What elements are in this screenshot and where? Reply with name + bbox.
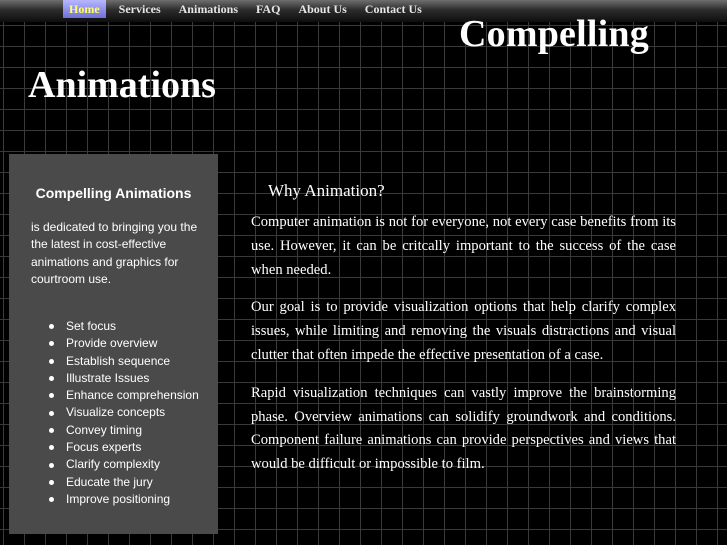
bullet-icon bbox=[49, 376, 54, 381]
list-item: Clarify complexity bbox=[47, 456, 199, 473]
bullet-icon bbox=[49, 463, 54, 468]
bullet-icon bbox=[49, 445, 54, 450]
paragraph: Rapid visualization techniques can vastly improve the brainstorming phase. Overview animations can solidify groundwork and conditions. Component failure animations can provide perspectives and views that would be difficult or impossible to film. bbox=[251, 384, 676, 473]
bullet-icon bbox=[49, 428, 54, 433]
main-nav bbox=[63, 0, 440, 20]
sidebar-description: is dedicated to bringing you the the latest in cost-effective animations and graphics for courtroom use. bbox=[31, 220, 198, 286]
site-title-line1: Compelling bbox=[459, 13, 649, 55]
nav-home-link[interactable]: Home bbox=[63, 0, 106, 18]
main-content bbox=[251, 211, 676, 491]
list-item: Educate the jury bbox=[47, 474, 199, 491]
sidebar-title: Compelling Animations bbox=[35, 185, 192, 201]
list-item: Enhance comprehension bbox=[47, 387, 199, 404]
benefits-list bbox=[47, 318, 199, 508]
bullet-icon bbox=[49, 480, 54, 485]
bullet-icon bbox=[49, 324, 54, 329]
bullet-icon bbox=[49, 393, 54, 398]
list-item: Improve positioning bbox=[47, 491, 199, 508]
bullet-icon bbox=[49, 341, 54, 346]
list-item: Convey timing bbox=[47, 422, 199, 439]
bullet-icon bbox=[49, 497, 54, 502]
site-title-line2: Animations bbox=[28, 64, 216, 106]
nav-faq-link[interactable]: FAQ bbox=[255, 2, 281, 16]
list-item: Focus experts bbox=[47, 439, 199, 456]
list-item: Establish sequence bbox=[47, 353, 199, 370]
sidebar bbox=[9, 154, 218, 534]
nav-about-link[interactable]: About Us bbox=[298, 2, 347, 16]
paragraph: Our goal is to provide visualization options that help clarify complex issues, while limiting and removing the visuals distractions and visual clutter that often impede the effective presentation of a case. bbox=[251, 299, 676, 363]
nav-services-link[interactable]: Services bbox=[118, 2, 161, 16]
list-item: Set focus bbox=[47, 318, 199, 335]
bullet-icon bbox=[49, 411, 54, 416]
list-item: Illustrate Issues bbox=[47, 370, 199, 387]
paragraph: Computer animation is not for everyone, not every case benefits from its use. However, it can be critcally important to the success of the case when needed. bbox=[251, 214, 676, 278]
bullet-icon bbox=[49, 359, 54, 364]
nav-contact-link[interactable]: Contact Us bbox=[364, 2, 422, 16]
nav-animations-link[interactable]: Animations bbox=[178, 2, 238, 16]
list-item: Visualize concepts bbox=[47, 404, 199, 421]
section-heading: Why Animation? bbox=[268, 181, 385, 200]
list-item: Provide overview bbox=[47, 335, 199, 352]
